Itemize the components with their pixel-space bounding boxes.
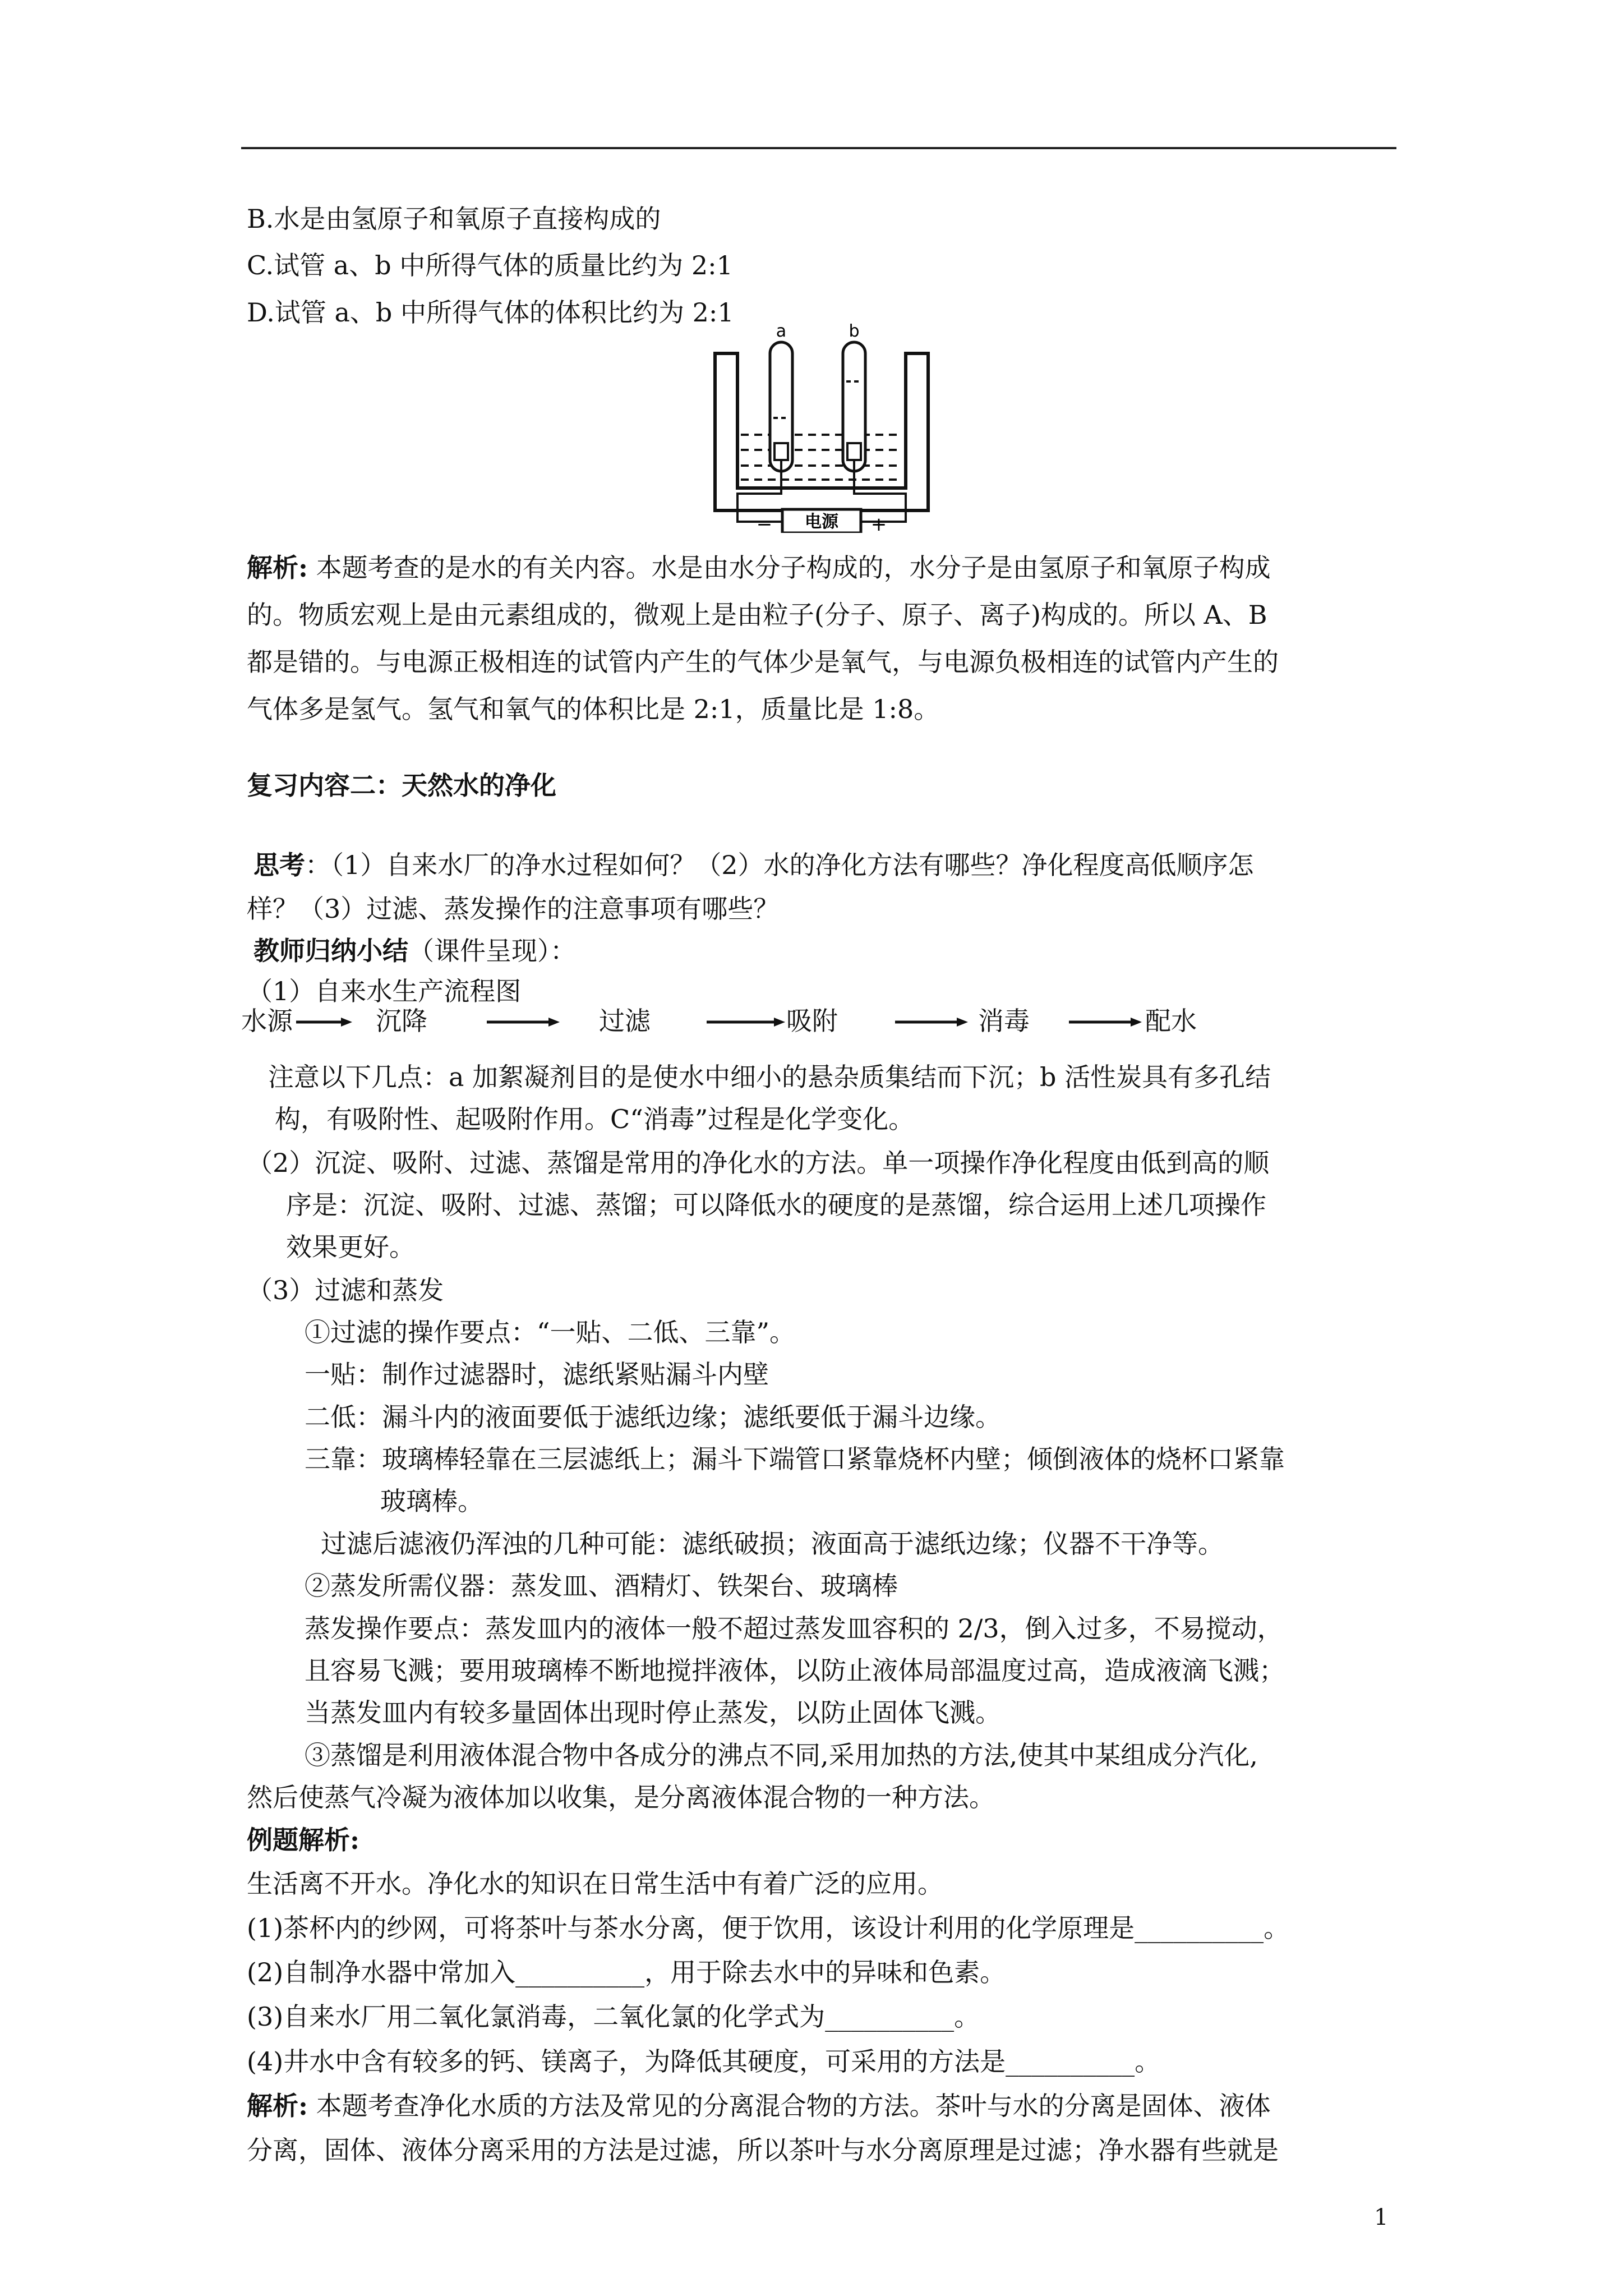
label-a: a xyxy=(776,321,787,341)
electrolysis-apparatus-diagram xyxy=(704,320,939,533)
flow-step-settling: 沉降 xyxy=(376,1006,427,1036)
water-surface xyxy=(741,435,902,480)
option-c: C.试管 a、b 中所得气体的质量比约为 2:1 xyxy=(247,250,733,280)
water-production-flow xyxy=(241,1004,1195,1043)
example-analysis-line1: 解析: 本题考查净化水质的方法及常见的分离混合物的方法。茶叶与水的分离是固体、液体 xyxy=(247,2091,1271,2121)
note-line2: 构，有吸附性、起吸附作用。C“消毒”过程是化学变化。 xyxy=(275,1104,915,1134)
example-analysis-label: 解析: xyxy=(247,2091,308,2121)
example-analysis-line2: 分离，固体、液体分离采用的方法是过滤，所以茶叶与水分离原理是过滤；净水器有些就是 xyxy=(247,2135,1279,2165)
flow-step-distribution: 配水 xyxy=(1145,1006,1197,1036)
think-label: 思考 xyxy=(253,850,305,880)
flow-step-adsorption: 吸附 xyxy=(786,1006,838,1036)
filter-line6: 过滤后滤液仍浑浊的几种可能：滤纸破损；液面高于滤纸边缘；仪器不干净等。 xyxy=(321,1529,1224,1559)
flow-step-source: 水源 xyxy=(241,1006,293,1036)
filter-line4: 三靠：玻璃棒轻靠在三层滤纸上；漏斗下端管口紧靠烧杯内壁；倾倒液体的烧杯口紧靠 xyxy=(305,1444,1285,1474)
filter-line10: 当蒸发皿内有较多量固体出现时停止蒸发，以防止固体飞溅。 xyxy=(305,1697,1001,1728)
item2-line3: 效果更好。 xyxy=(286,1232,415,1262)
example-q3: (3)自来水厂用二氧化氯消毒，二氧化氯的化学式为__________。 xyxy=(247,2001,980,2032)
flow-step-filtration: 过滤 xyxy=(599,1006,651,1036)
filter-line3: 二低：漏斗内的液面要低于滤纸边缘；滤纸要低于漏斗边缘。 xyxy=(305,1402,1001,1432)
flow-arrow-icon xyxy=(487,1016,560,1028)
filter-line2: 一贴：制作过滤器时，滤纸紧贴漏斗内壁 xyxy=(305,1359,769,1389)
test-tube-a xyxy=(770,342,792,471)
filter-line12: 然后使蒸气冷凝为液体加以收集，是分离液体混合物的一种方法。 xyxy=(247,1782,995,1812)
test-tube-b xyxy=(843,342,865,471)
example-intro: 生活离不开水。净化水的知识在日常生活中有着广泛的应用。 xyxy=(247,1869,943,1899)
filter-line1: ①过滤的操作要点：“一贴、二低、三靠”。 xyxy=(305,1317,796,1347)
think-line2: 样？（3）过滤、蒸发操作的注意事项有哪些？ xyxy=(247,894,780,924)
note-line1: 注意以下几点：a 加絮凝剂目的是使水中细小的悬杂质集结而下沉；b 活性炭具有多孔结 xyxy=(268,1062,1271,1092)
filter-line5: 玻璃棒。 xyxy=(380,1486,483,1516)
item2-line2: 序是：沉淀、吸附、过滤、蒸馏；可以降低水的硬度的是蒸馏，综合运用上述几项操作 xyxy=(286,1190,1266,1220)
minus-label: − xyxy=(756,513,773,533)
think-line1: 思考：（1）自来水厂的净水过程如何？（2）水的净化方法有哪些？净化程度高低顺序怎 xyxy=(253,850,1254,880)
flow-arrow-icon xyxy=(1069,1016,1142,1028)
example-q2: (2)自制净水器中常加入__________，用于除去水中的异味和色素。 xyxy=(247,1957,1006,1987)
flow-arrow-icon xyxy=(296,1016,352,1028)
section2-heading: 复习内容二：天然水的净化 xyxy=(247,770,556,800)
analysis1-line3: 都是错的。与电源正极相连的试管内产生的气体少是氧气，与电源负极相连的试管内产生的 xyxy=(247,647,1279,677)
analysis1-line4: 气体多是氢气。氢气和氧气的体积比是 2:1，质量比是 1:8。 xyxy=(247,694,940,724)
header-rule xyxy=(241,147,1396,149)
item1: （1）自来水生产流程图 xyxy=(247,976,522,1006)
item2-line1: （2）沉淀、吸附、过滤、蒸馏是常用的净化水的方法。单一项操作净化程度由低到高的顺 xyxy=(247,1148,1270,1178)
option-d: D.试管 a、b 中所得气体的体积比约为 2:1 xyxy=(247,297,734,328)
example-q1: (1)茶杯内的纱网，可将茶叶与茶水分离，便于饮用，该设计利用的化学原理是__________。 xyxy=(247,1913,1290,1943)
page-number: 1 xyxy=(1374,2205,1389,2230)
summary-label: 教师归纳小结 xyxy=(253,936,408,966)
analysis1-label: 解析: xyxy=(247,553,308,583)
item3: （3）过滤和蒸发 xyxy=(247,1275,444,1305)
flow-step-disinfection: 消毒 xyxy=(978,1006,1030,1036)
example-q4: (4)井水中含有较多的钙、镁离子，为降低其硬度，可采用的方法是__________。 xyxy=(247,2046,1161,2077)
power-label: 电源 xyxy=(805,512,838,532)
flow-arrow-icon xyxy=(707,1016,785,1028)
option-b: B.水是由氢原子和氧原子直接构成的 xyxy=(247,204,661,234)
analysis1-line1: 解析: 本题考查的是水的有关内容。水是由水分子构成的，水分子是由氢原子和氧原子构成 xyxy=(247,553,1271,583)
filter-line8: 蒸发操作要点：蒸发皿内的液体一般不超过蒸发皿容积的 2/3，倒入过多，不易搅动， xyxy=(305,1613,1283,1644)
example-heading: 例题解析: xyxy=(247,1825,359,1855)
filter-line7: ②蒸发所需仪器：蒸发皿、酒精灯、铁架台、玻璃棒 xyxy=(305,1571,898,1601)
plus-label: + xyxy=(870,513,887,533)
analysis1-line2: 的。物质宏观上是由元素组成的，微观上是由粒子(分子、原子、离子)构成的。所以 A、B xyxy=(247,600,1267,630)
flow-arrow-icon xyxy=(895,1016,968,1028)
filter-line9: 且容易飞溅；要用玻璃棒不断地搅拌液体，以防止液体局部温度过高，造成液滴飞溅； xyxy=(305,1655,1285,1686)
summary-line: 教师归纳小结（课件呈现）： xyxy=(253,936,576,966)
label-b: b xyxy=(849,321,860,341)
filter-line11: ③蒸馏是利用液体混合物中各成分的沸点不同,采用加热的方法,使其中某组成分汽化, xyxy=(305,1740,1258,1770)
trough-outline xyxy=(715,353,928,510)
